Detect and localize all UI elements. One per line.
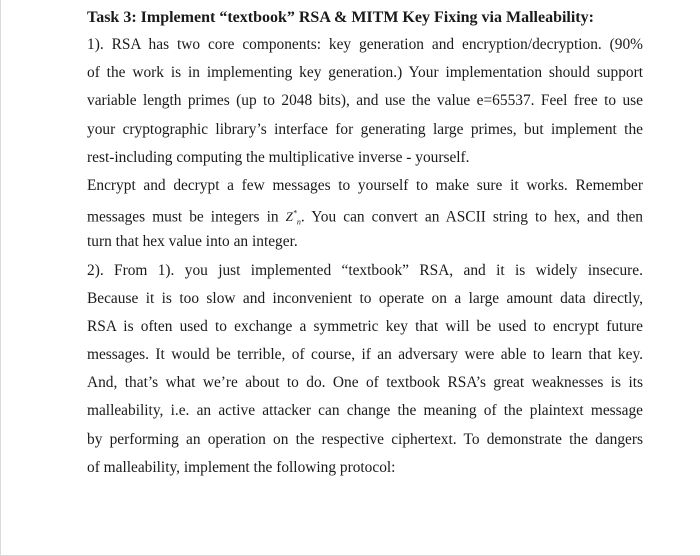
text-line: rest-including computing the multiplicative inverse - yourself. (87, 148, 470, 166)
text-line: And, that’s what we’re about to do. One of textbook RSA’s great weaknesses is its (87, 374, 643, 392)
text-line: 2). From 1). you just implemented “textbook” RSA, and it is widely insecure. (87, 261, 643, 279)
text-line: messages. It would be terrible, of course, if an adversary were able to learn that key. (87, 346, 643, 364)
paragraph-lines (87, 31, 643, 482)
text-line: malleability, i.e. an active attacker can change the meaning of the plaintext message (87, 402, 643, 420)
text-line: variable length primes (up to 2048 bits), and use the value e=65537. Feel free to use (87, 92, 643, 110)
text-line: 1). RSA has two core components: key generation and encryption/decryption. (90% (87, 36, 643, 53)
text-line: your cryptographic library’s interface for generating large primes, but implement the (87, 120, 643, 138)
text-line: Encrypt and decrypt a few messages to yourself to make sure it works. Remember (87, 176, 643, 194)
math-base: Z (285, 209, 293, 225)
text-line: turn that hex value into an integer. (87, 233, 298, 251)
text-line: of malleability, implement the following protocol: (87, 458, 396, 476)
text-line: Because it is too slow and inconvenient to operate on a large amount data directly, (87, 289, 643, 307)
text-line: RSA is often used to exchange a symmetric key that will be used to encrypt future (87, 317, 643, 335)
math-superscript: * (292, 209, 297, 219)
document-body (87, 5, 643, 482)
text-line: by performing an operation on the respective ciphertext. To demonstrate the dangers (87, 430, 643, 448)
text-fragment: . You can convert an ASCII string to hex, and then (300, 208, 643, 226)
math-subscript: n (296, 218, 301, 228)
text-line-with-math (87, 200, 643, 228)
text-line: of the work is in implementing key generation.) Your implementation should support (87, 64, 643, 82)
math-expression (285, 209, 301, 228)
text-fragment: messages must be integers in (87, 208, 286, 226)
task-heading: Task 3: Implement “textbook” RSA & MITM Key Fixing via Malleability: (87, 9, 594, 26)
